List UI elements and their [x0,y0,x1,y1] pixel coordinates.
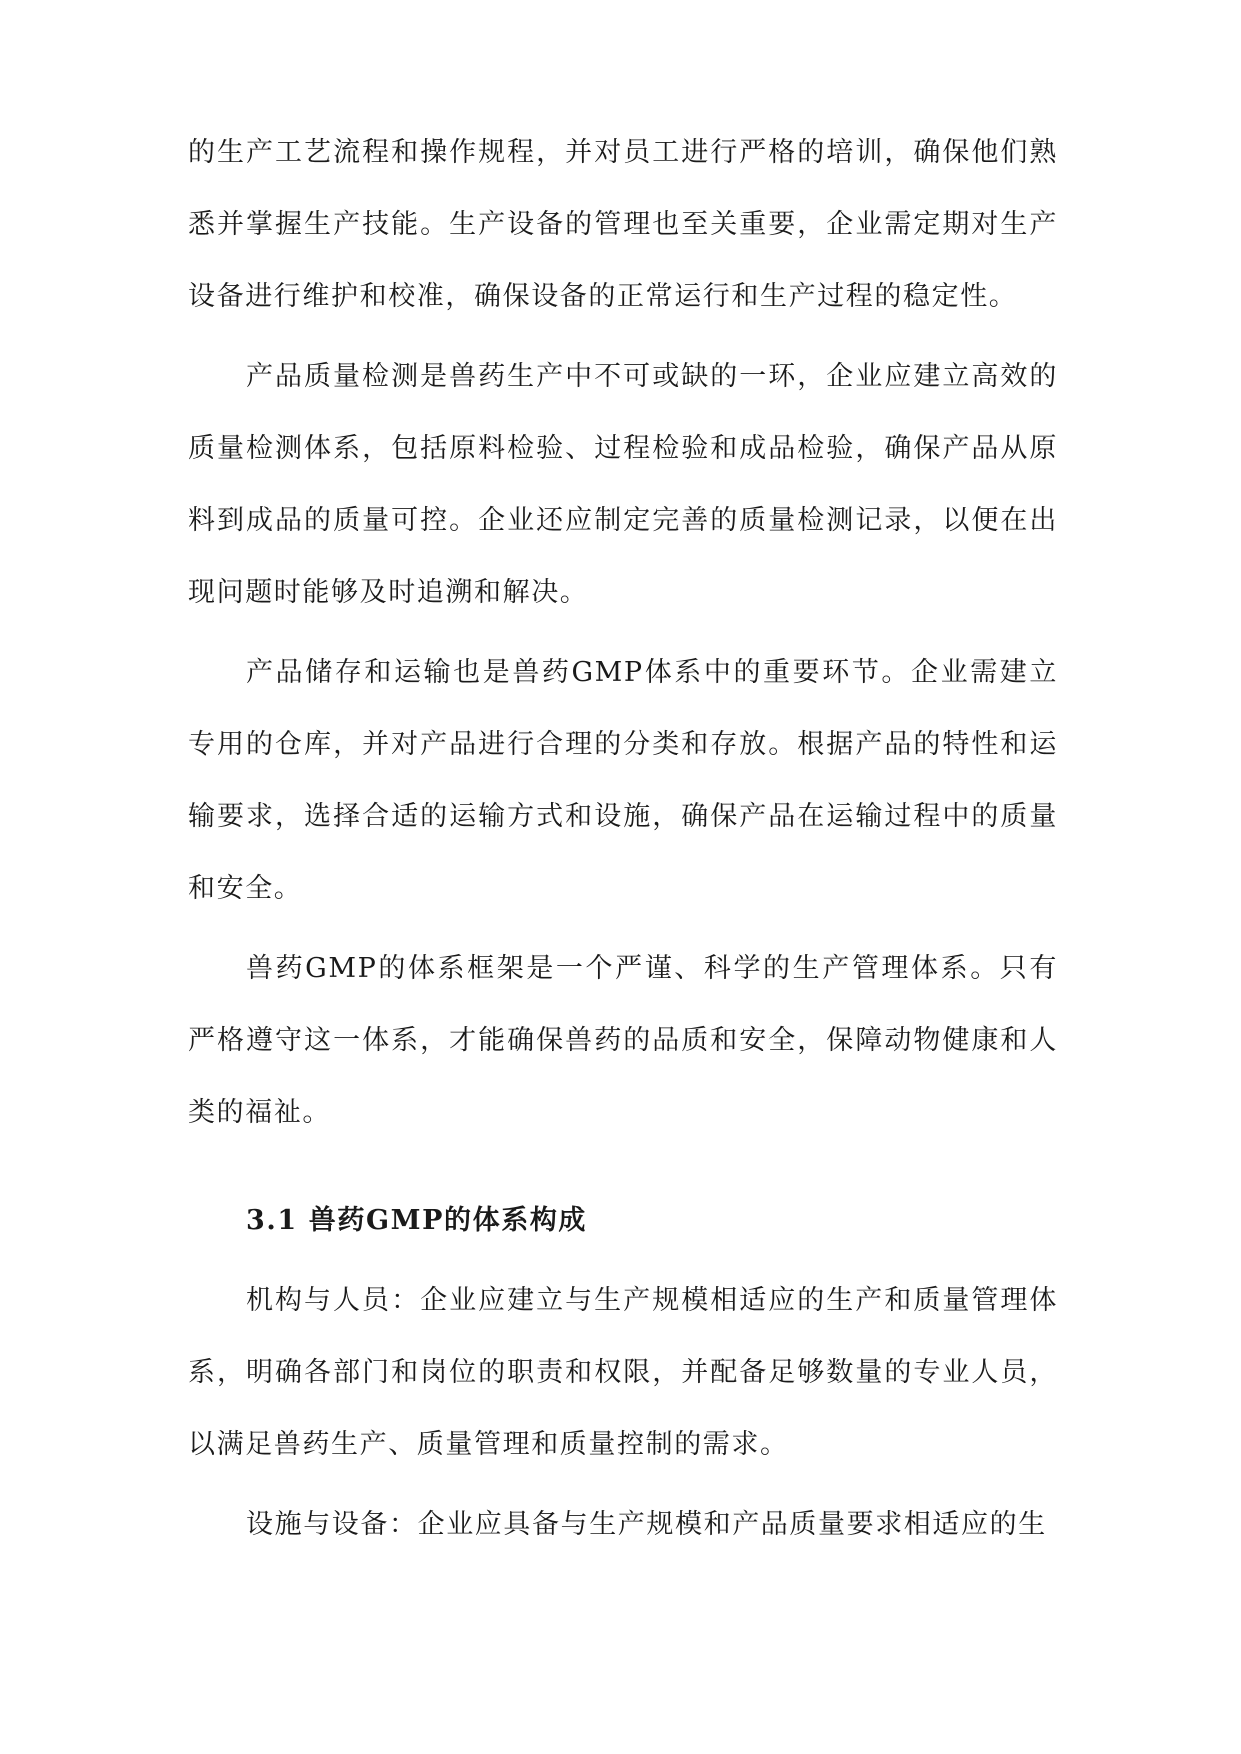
document-body [188,117,1058,1569]
paragraph-organization-personnel: 机构与人员：企业应建立与生产规模相适应的生产和质量管理体系，明确各部门和岗位的职责和权限，并配备足够数量的专业人员，以满足兽药生产、质量管理和质量控制的需求。 [188,1285,1058,1460]
paragraph-framework-summary: 兽药GMP的体系框架是一个严谨、科学的生产管理体系。只有严格遵守这一体系，才能确保兽药的品质和安全，保障动物健康和人类的福祉。 [188,953,1058,1128]
paragraph-facilities-equipment: 设施与设备：企业应具备与生产规模和产品质量要求相适应的生 [246,1509,1047,1540]
paragraph-quality-testing: 产品质量检测是兽药生产中不可或缺的一环，企业应建立高效的质量检测体系，包括原料检验、过程检验和成品检验，确保产品从原料到成品的质量可控。企业还应制定完善的质量检测记录，以便在出现问题时能够及时追溯和解决。 [188,361,1058,608]
paragraph-process-continuation: 的生产工艺流程和操作规程，并对员工进行严格的培训，确保他们熟悉并掌握生产技能。生产设备的管理也至关重要，企业需定期对生产设备进行维护和校准，确保设备的正常运行和生产过程的稳定性。 [188,137,1058,312]
section-heading: 3.1 兽药GMP的体系构成 [246,1205,588,1236]
paragraph-storage-transport: 产品储存和运输也是兽药GMP体系中的重要环节。企业需建立专用的仓库，并对产品进行合理的分类和存放。根据产品的特性和运输要求，选择合适的运输方式和设施，确保产品在运输过程中的质量和安全。 [188,657,1058,904]
